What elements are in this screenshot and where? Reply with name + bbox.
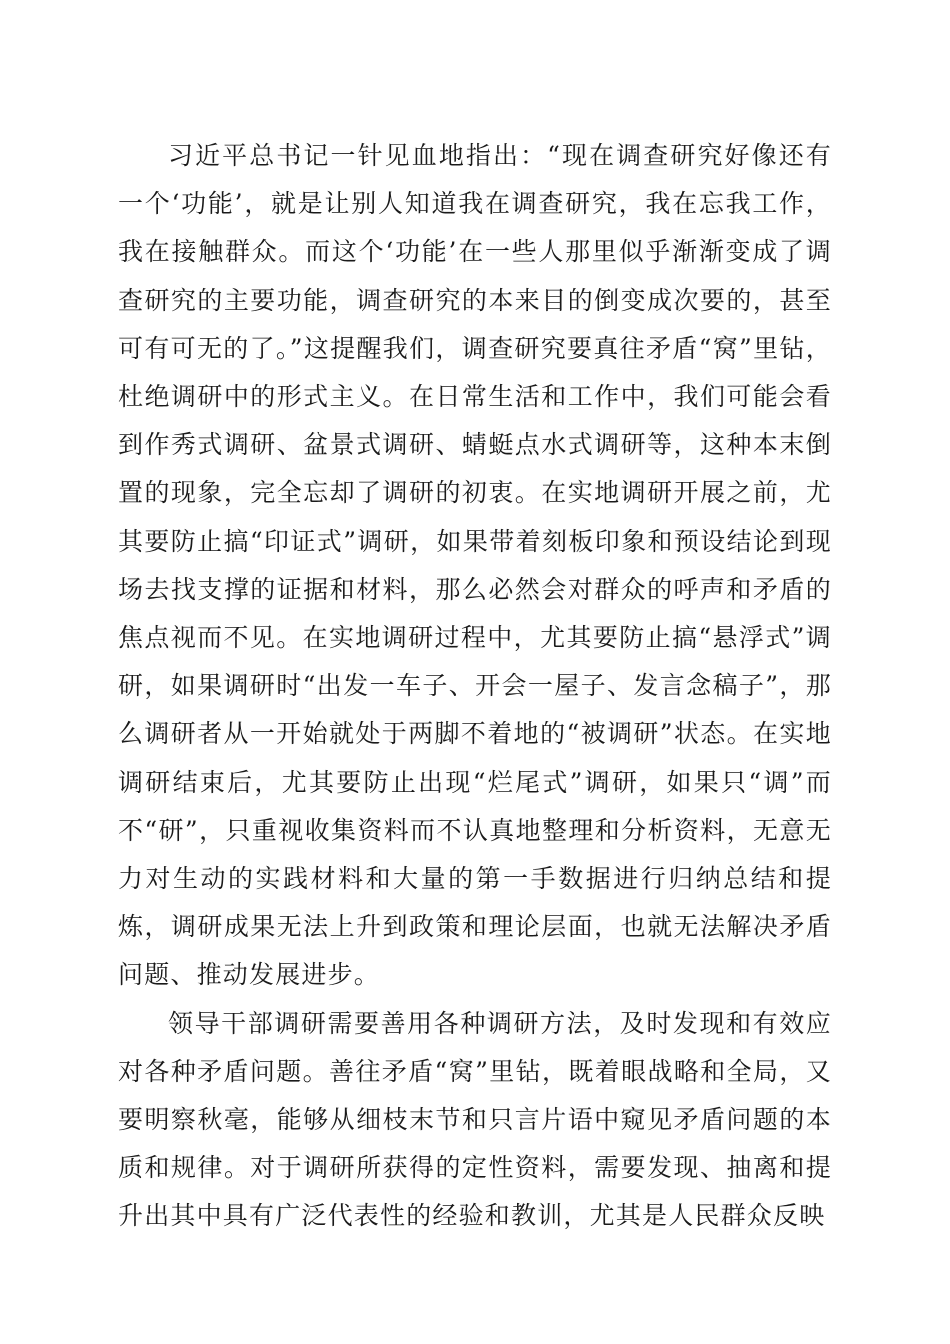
paragraph-2: 领导干部调研需要善用各种调研方法，及时发现和有效应对各种矛盾问题。善往矛盾“窝”里钻，既着眼战略和全局，又要明察秋毫，能够从细枝末节和只言片语中窥见矛盾问题的本质和规律。对于调研所获得的定性资料，需要发现、抽离和提升出其中具有广泛代表性的经验和教训，尤其是人民群众反映 xyxy=(118,1008,832,1231)
paragraph-1: 习近平总书记一针见血地指出：“现在调查研究好像还有一个‘功能’，就是让别人知道我在调查研究，我在忘我工作，我在接触群众。而这个‘功能’在一些人那里似乎渐渐变成了调查研究的主要功能，调查研究的本来目的倒变成次要的，甚至可有可无的了。”这提醒我们，调查研究要真往矛盾“窝”里钻，杜绝调研中的形式主义。在日常生活和工作中，我们可能会看到作秀式调研、盆景式调研、蜻蜓点水式调研等，这种本末倒置的现象，完全忘却了调研的初衷。在实地调研开展之前，尤其要防止搞“印证式”调研，如果带着刻板印象和预设结论到现场去找支撑的证据和材料，那么必然会对群众的呼声和矛盾的焦点视而不见。在实地调研过程中，尤其要防止搞“悬浮式”调研，如果调研时“出发一车子、开会一屋子、发言念稿子”，那么调研者从一开始就处于两脚不着地的“被调研”状态。在实地调研结束后，尤其要防止出现“烂尾式”调研，如果只“调”而不“研”，只重视收集资料而不认真地整理和分析资料，无意无力对生动的实践材料和大量的第一手数据进行归纳总结和提炼，调研成果无法上升到政策和理论层面，也就无法解决矛盾问题、推动发展进步。 xyxy=(118,141,832,990)
document-body xyxy=(118,132,832,1241)
